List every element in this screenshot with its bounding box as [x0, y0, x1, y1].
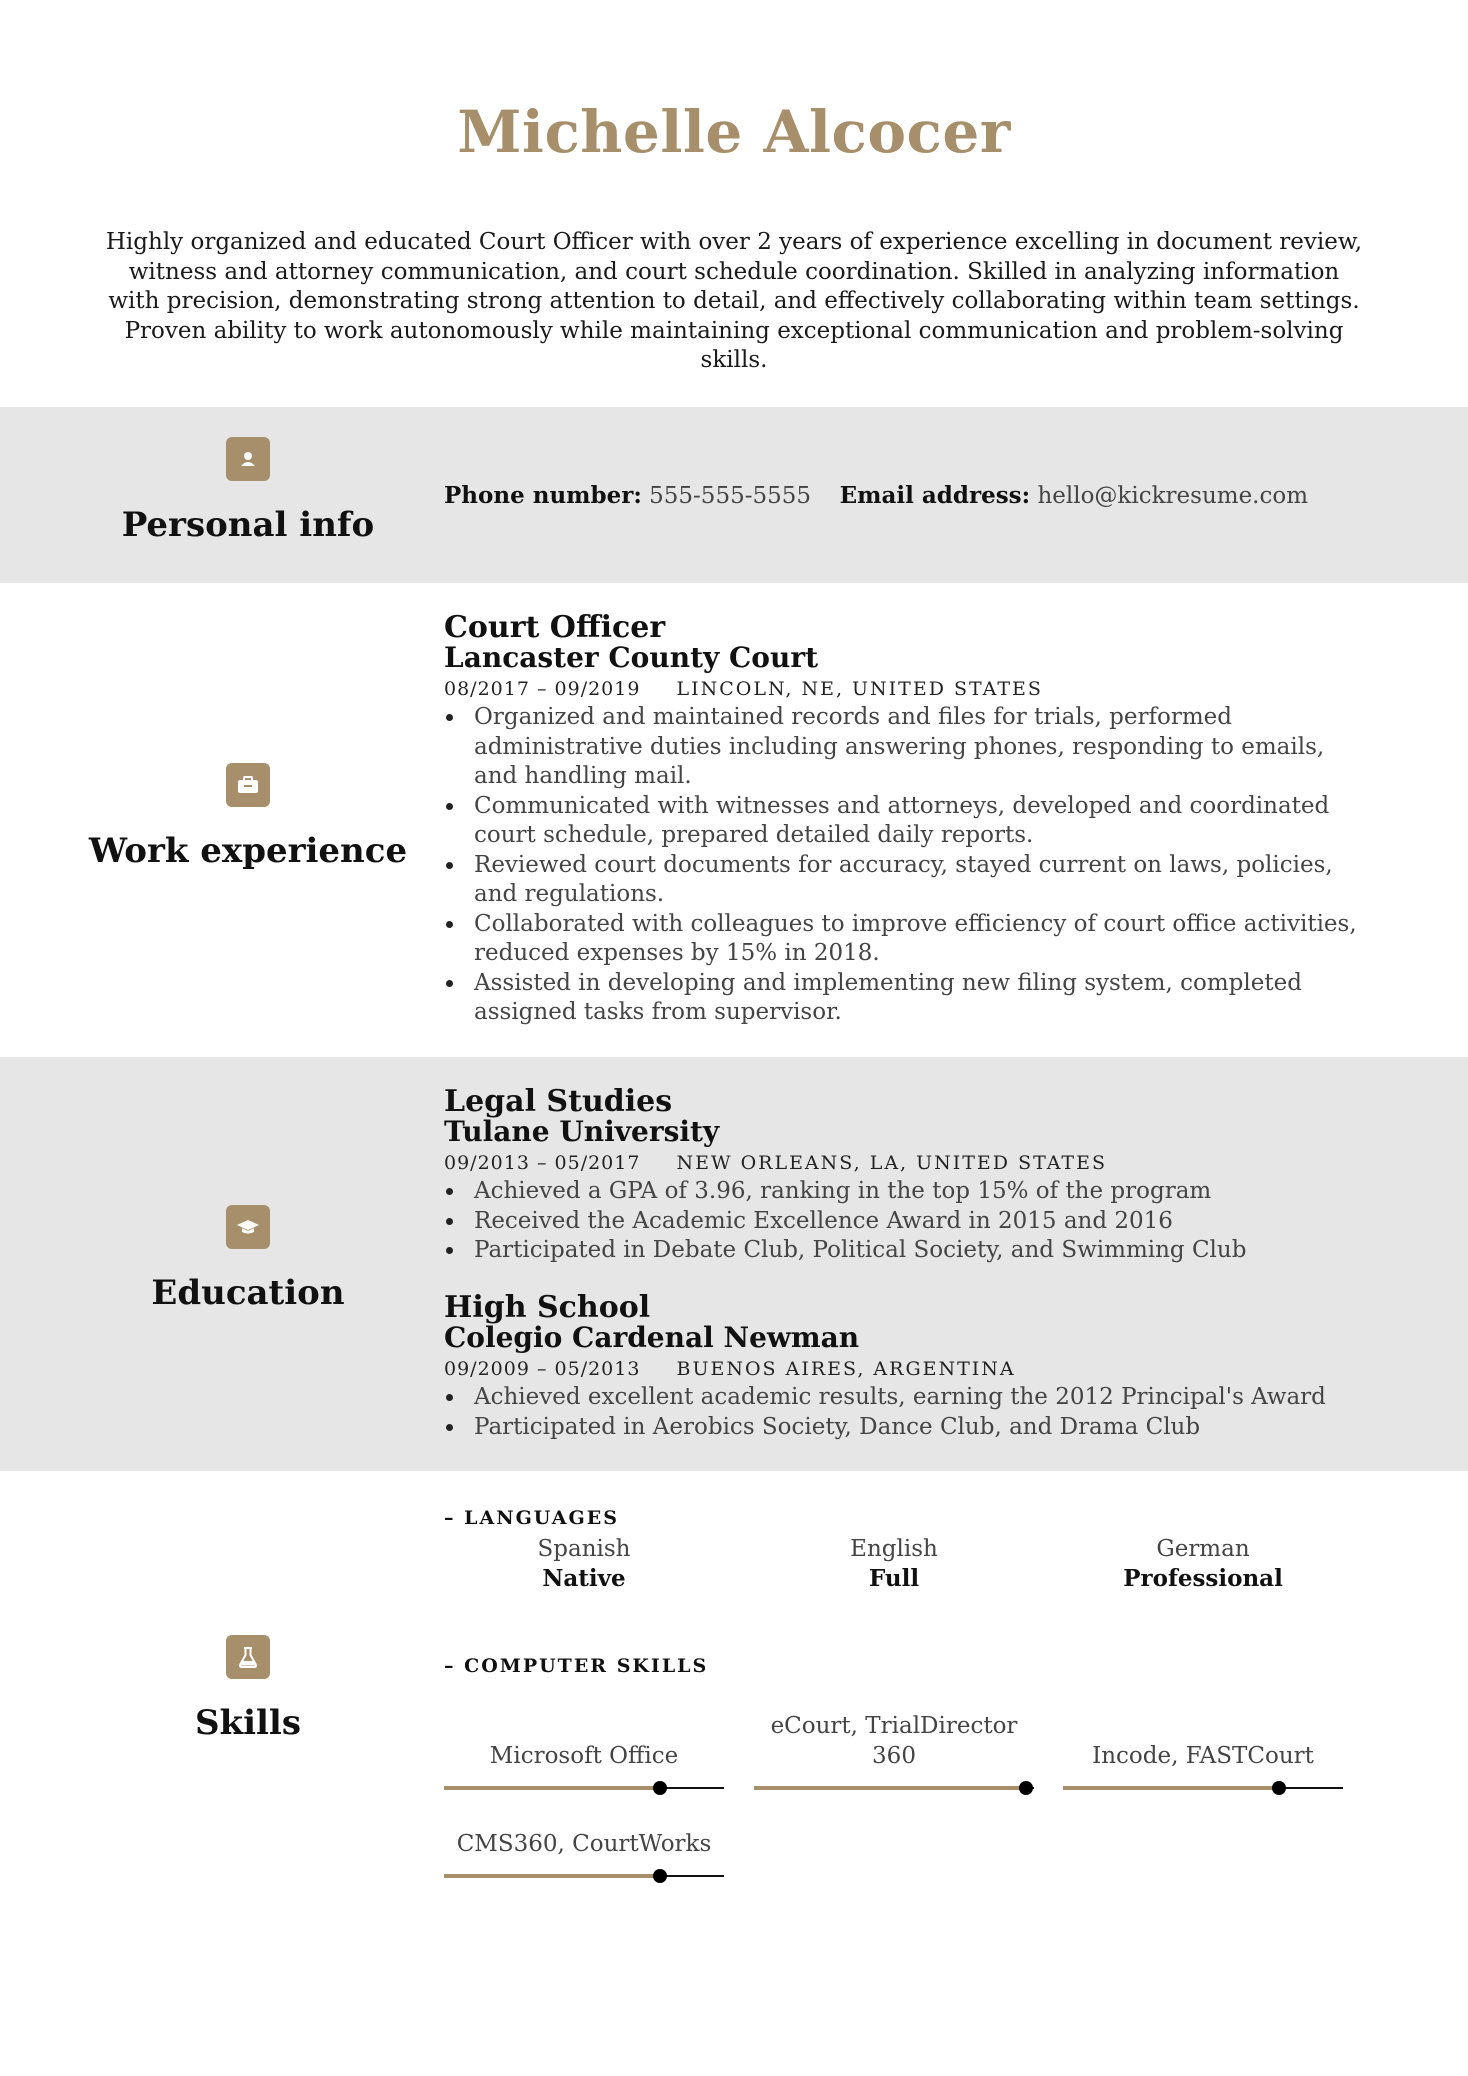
- skill-level-track: [754, 1787, 1034, 1789]
- skills-sidebar: [0, 1635, 496, 1743]
- languages-list: [444, 1535, 1364, 1595]
- job-title: Court Officer: [444, 610, 666, 645]
- work-experience-section: [0, 583, 1468, 1057]
- skill-name: eCourt, TrialDirector 360: [770, 1713, 1018, 1769]
- work-experience-sidebar: [0, 763, 496, 871]
- skill-level-fill: [1063, 1786, 1279, 1790]
- computer-skills-heading: – COMPUTER SKILLS: [444, 1655, 709, 1677]
- list-item: Assisted in developing and implementing new filing system, completed assigned tasks from supervisor.: [474, 969, 1364, 1028]
- skill-level-knob: [1019, 1781, 1033, 1795]
- skill-level-knob: [653, 1869, 667, 1883]
- education-location: NEW ORLEANS, LA, UNITED STATES: [676, 1152, 1107, 1174]
- phone-label: Phone number:: [444, 482, 642, 509]
- list-item: Achieved excellent academic results, earning the 2012 Principal's Award: [474, 1383, 1364, 1413]
- skill-name: Incode, FASTCourt: [1092, 1742, 1314, 1769]
- degree-title: Legal Studies: [444, 1084, 673, 1119]
- list-item: Reviewed court documents for accuracy, stayed current on laws, policies, and regulations.: [474, 851, 1364, 910]
- list-item: Achieved a GPA of 3.96, ranking in the top 15% of the program: [474, 1177, 1364, 1207]
- list-item: Organized and maintained records and files for trials, performed administrative duties including answering phones, responding to emails, and handling mail.: [474, 703, 1364, 792]
- flask-icon: [226, 1635, 270, 1679]
- computer-skills-block: [444, 1655, 1364, 1975]
- employer-name: Lancaster County Court: [444, 641, 819, 674]
- skill-level-knob: [1272, 1781, 1286, 1795]
- language-level: Native: [542, 1565, 626, 1592]
- list-item: Collaborated with colleagues to improve efficiency of court office activities, reduced expenses by 15% in 2018.: [474, 910, 1364, 969]
- education-location: BUENOS AIRES, ARGENTINA: [676, 1358, 1016, 1380]
- education-dates: 09/2009 – 05/2013: [444, 1358, 641, 1380]
- skill-level-fill: [754, 1786, 1026, 1790]
- personal-info-section: [0, 407, 1468, 583]
- job-dates: 08/2017 – 09/2019: [444, 678, 641, 700]
- education-section: [0, 1057, 1468, 1471]
- languages-block: [444, 1507, 1364, 1595]
- language-item: [1063, 1535, 1343, 1593]
- job-location: LINCOLN, NE, UNITED STATES: [676, 678, 1043, 700]
- language-level: Full: [868, 1565, 920, 1592]
- education-title: Education: [151, 1273, 345, 1313]
- candidate-name: Michelle Alcocer: [457, 98, 1011, 166]
- language-level: Professional: [1123, 1565, 1283, 1592]
- job-bullets: [444, 703, 1364, 1028]
- education-entry-2: [444, 1290, 1364, 1442]
- skill-level-fill: [444, 1874, 660, 1878]
- language-item: [444, 1535, 724, 1593]
- language-name: Spanish: [537, 1536, 631, 1562]
- briefcase-icon: [226, 763, 270, 807]
- skill-item: [444, 1789, 724, 1877]
- list-item: Communicated with witnesses and attorneys, developed and coordinated court schedule, prepared detailed daily reports.: [474, 792, 1364, 851]
- language-name: English: [850, 1536, 938, 1562]
- skill-item: [754, 1695, 1034, 1789]
- skill-item: [444, 1695, 724, 1789]
- school-name: Colegio Cardenal Newman: [444, 1321, 860, 1354]
- skill-level-track: [444, 1875, 724, 1877]
- language-item: [754, 1535, 1034, 1593]
- phone-value: 555-555-5555: [649, 483, 812, 509]
- education-dates: 09/2013 – 05/2017: [444, 1152, 641, 1174]
- skills-section: [0, 1471, 1468, 1991]
- education-entry-1: [444, 1084, 1364, 1266]
- job-meta: [444, 675, 1364, 703]
- contact-details: [444, 481, 1364, 511]
- skill-name: Microsoft Office: [489, 1742, 679, 1769]
- education-bullets: [444, 1383, 1364, 1442]
- profile-summary: Highly organized and educated Court Officer with over 2 years of experience excelling in document review, witness and attorney communication, and court schedule coordination. Skilled in analyzing information with precision, demonstrating strong attention to detail, and effectively collaborating within team settings. Proven ability to work autonomously while maintaining exceptional communication and problem-solving skills.: [105, 229, 1363, 373]
- skill-level-track: [1063, 1787, 1343, 1789]
- email-label: Email address:: [839, 482, 1031, 509]
- education-sidebar: [0, 1205, 496, 1313]
- language-name: German: [1156, 1536, 1250, 1562]
- list-item: Participated in Debate Club, Political Society, and Swimming Club: [474, 1236, 1364, 1266]
- school-name: Tulane University: [444, 1115, 720, 1148]
- list-item: Participated in Aerobics Society, Dance Club, and Drama Club: [474, 1413, 1364, 1443]
- education-meta: [444, 1355, 1364, 1383]
- degree-title: High School: [444, 1290, 651, 1325]
- languages-heading: – LANGUAGES: [444, 1507, 619, 1529]
- personal-info-title: Personal info: [121, 505, 375, 545]
- skill-name: CMS360, CourtWorks: [456, 1830, 712, 1857]
- work-entry: [444, 610, 1364, 1028]
- work-experience-title: Work experience: [88, 831, 408, 871]
- personal-info-sidebar: [0, 437, 496, 545]
- skills-title: Skills: [194, 1703, 301, 1743]
- graduation-cap-icon: [226, 1205, 270, 1249]
- skill-item: [1063, 1695, 1343, 1789]
- person-icon: [226, 437, 270, 481]
- email-value: hello@kickresume.com: [1037, 483, 1309, 509]
- education-meta: [444, 1149, 1364, 1177]
- list-item: Received the Academic Excellence Award in 2015 and 2016: [474, 1207, 1364, 1237]
- education-bullets: [444, 1177, 1364, 1266]
